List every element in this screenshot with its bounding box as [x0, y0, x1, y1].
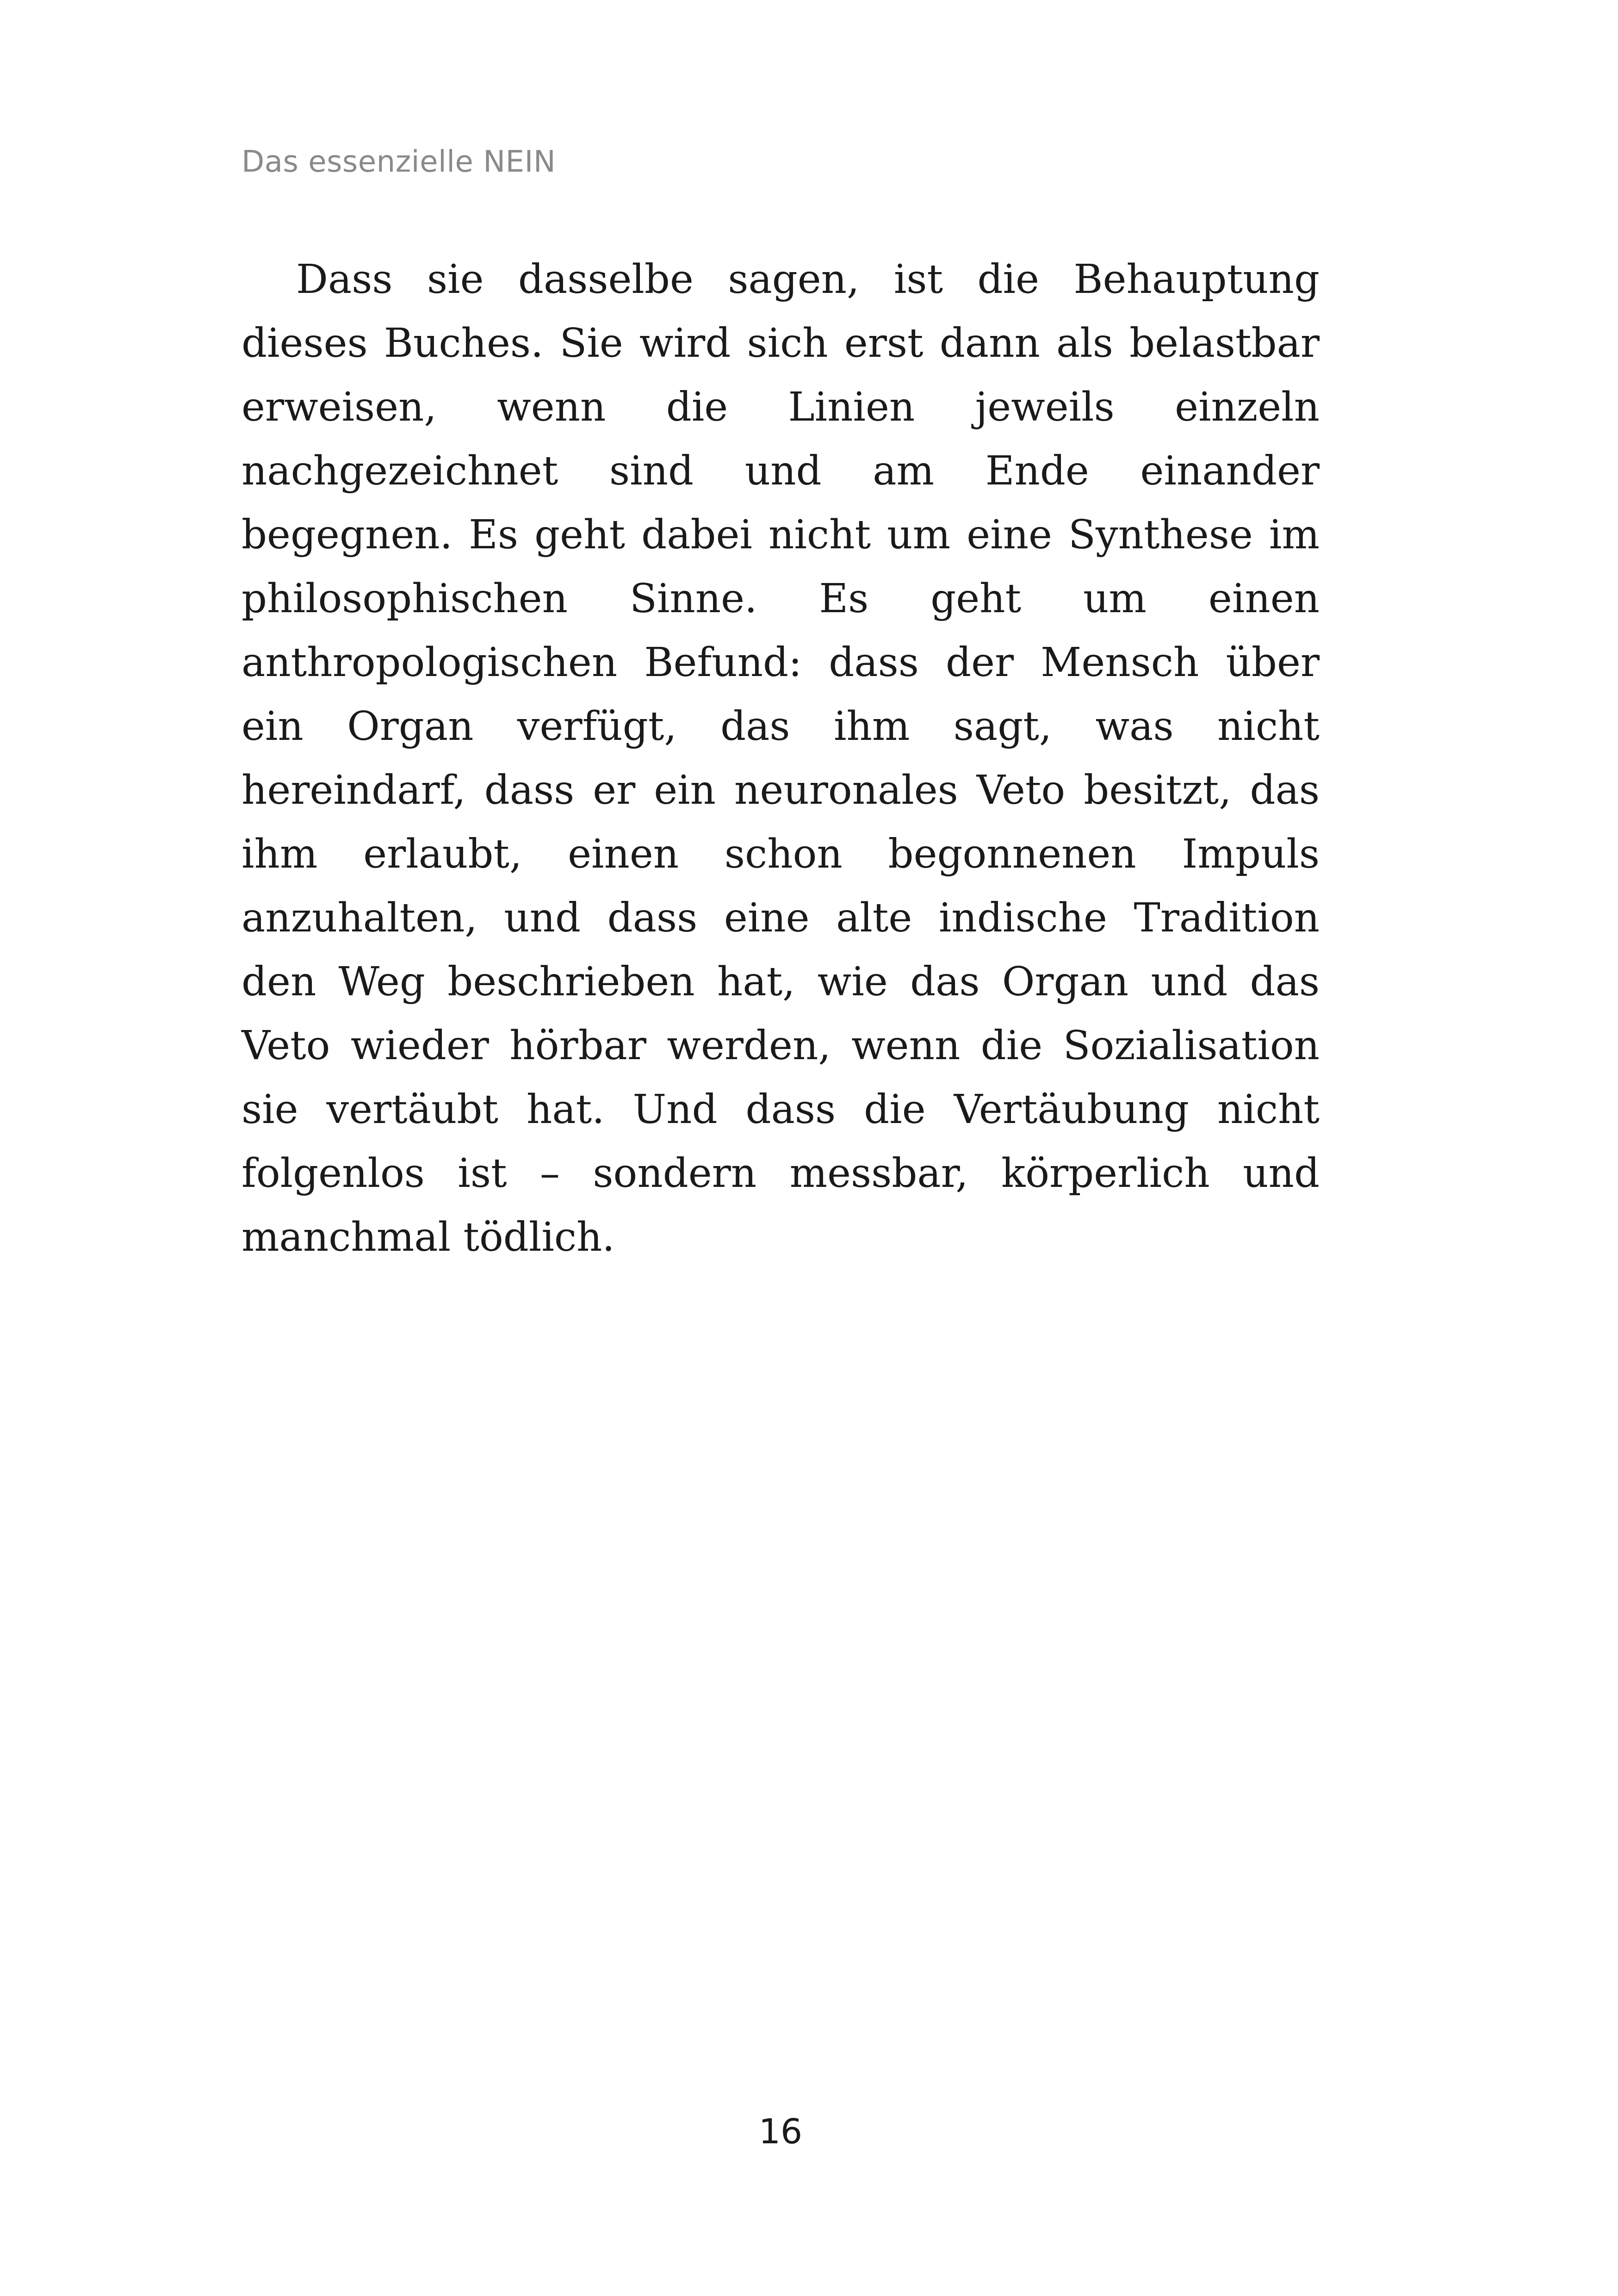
page-number: 16 [758, 2112, 803, 2152]
running-head: Das essenzielle NEIN [242, 145, 556, 179]
body-paragraph: Dass sie dasselbe sagen, ist die Behauptung dieses Buches. Sie wird sich erst dann als belastbar erweisen, wenn die Linien jeweils einzeln nachgezeichnet sind und am Ende einander begegnen. Es geht dabei nicht um eine Synthese im philosophischen Sinne. Es geht um einen anthropologischen Befund: dass der Mensch über ein Organ verfügt, das ihm sagt, was nicht hereindarf, dass er ein neuronales Veto besitzt, das ihm erlaubt, einen schon begonnenen Impuls anzuhalten, und dass eine alte indische Tradition den Weg beschrieben hat, wie das Organ und das Veto wieder hörbar werden, wenn die Sozialisation sie vertäubt hat. Und dass die Vertäubung nicht folgenlos ist – sondern messbar, körperlich und manchmal tödlich. [242, 256, 1320, 1260]
